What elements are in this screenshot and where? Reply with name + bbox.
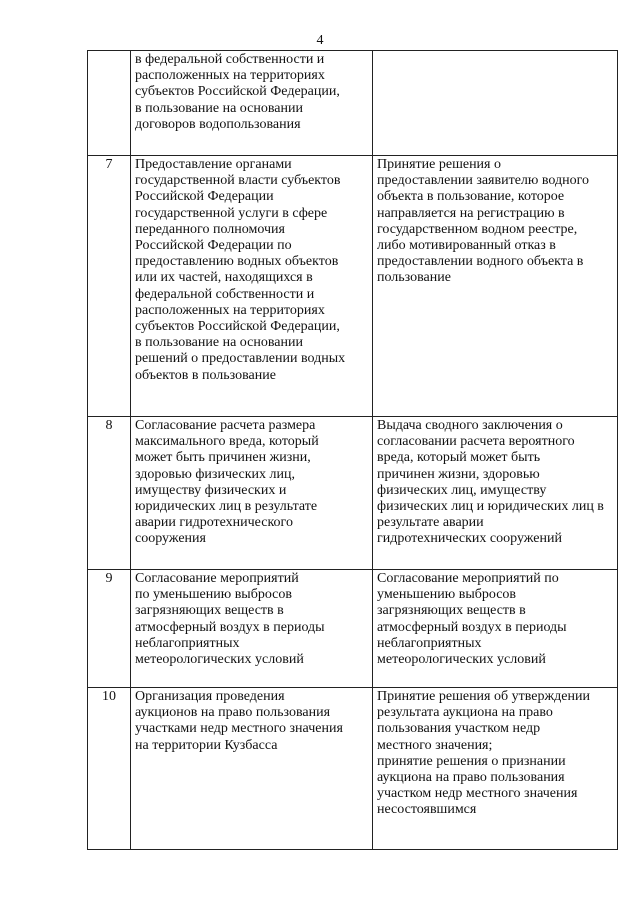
service-result-line: государственном водном реестре, bbox=[377, 221, 578, 237]
row-number: 9 bbox=[88, 570, 131, 688]
row-number: 10 bbox=[88, 688, 131, 850]
service-name-line: участками недр местного значения bbox=[135, 721, 343, 737]
service-name-cell bbox=[131, 156, 373, 417]
service-result-line: физических лиц, имуществу bbox=[377, 482, 547, 498]
service-name-line: аукционов на право пользования bbox=[135, 705, 331, 721]
service-result-cell bbox=[373, 417, 618, 570]
service-name-line: в пользование на основании bbox=[135, 100, 303, 116]
service-result-line: Согласование мероприятий по bbox=[377, 571, 559, 586]
service-name-line: может быть причинен жизни, bbox=[135, 450, 311, 466]
service-result-line: загрязняющих веществ в bbox=[377, 603, 526, 619]
service-result-line: пользование bbox=[377, 270, 451, 286]
service-name-line: атмосферный воздух в периоды bbox=[135, 619, 325, 635]
service-name-cell bbox=[131, 417, 373, 570]
service-result-line: результате аварии bbox=[377, 515, 484, 531]
table-row bbox=[88, 156, 618, 417]
service-name-line: или их частей, находящихся в bbox=[135, 270, 313, 286]
service-result-line: метеорологических условий bbox=[377, 652, 546, 668]
service-name-line: Согласование мероприятий bbox=[135, 571, 299, 586]
service-name-line: здоровью физических лиц, bbox=[135, 466, 296, 482]
service-name-cell bbox=[131, 570, 373, 688]
service-result-cell bbox=[373, 688, 618, 850]
service-name-line: государственной власти субъектов bbox=[135, 173, 341, 189]
table-row bbox=[88, 688, 618, 850]
service-result-cell bbox=[373, 156, 618, 417]
service-name-line: аварии гидротехнического bbox=[135, 515, 293, 531]
service-result-line: местного значения; bbox=[377, 737, 493, 753]
service-result-cell bbox=[373, 51, 618, 156]
table-row bbox=[88, 51, 618, 156]
service-result-line: вреда, который может быть bbox=[377, 450, 541, 466]
service-name-line: Организация проведения bbox=[135, 689, 285, 704]
service-result-line: неблагоприятных bbox=[377, 635, 482, 651]
service-result-line: аукциона на право пользования bbox=[377, 770, 565, 786]
page-number: 4 bbox=[316, 33, 324, 48]
service-name-line: неблагоприятных bbox=[135, 635, 240, 651]
services-table-body bbox=[88, 51, 618, 850]
service-name-line: на территории Кузбасса bbox=[135, 737, 278, 753]
service-name-line: договоров водопользования bbox=[135, 116, 301, 132]
service-result-line: пользования участком недр bbox=[377, 721, 541, 737]
service-name-line: субъектов Российской Федерации, bbox=[135, 84, 340, 100]
service-result-line: либо мотивированный отказ в bbox=[377, 238, 556, 254]
service-name-line: предоставлению водных объектов bbox=[135, 254, 339, 270]
service-result-line: гидротехнических сооружений bbox=[377, 531, 562, 547]
row-number: 8 bbox=[88, 417, 131, 570]
service-name-line: федеральной собственности и bbox=[135, 286, 315, 302]
service-result-line: Выдача сводного заключения о bbox=[377, 418, 563, 433]
service-name-line: загрязняющих веществ в bbox=[135, 603, 284, 619]
service-result-line: результата аукциона на право bbox=[377, 705, 553, 721]
table-row bbox=[88, 417, 618, 570]
services-table bbox=[87, 50, 618, 850]
service-name-line: расположенных на территориях bbox=[135, 68, 325, 84]
service-result-line: принятие решения о признании bbox=[377, 753, 566, 769]
service-name-cell bbox=[131, 51, 373, 156]
service-name-line: максимального вреда, который bbox=[135, 434, 319, 450]
service-result-line: несостоявшимся bbox=[377, 802, 477, 818]
service-result-line: направляется на регистрацию в bbox=[377, 205, 565, 221]
service-name-line: Предоставление органами bbox=[135, 157, 292, 172]
service-name-line: расположенных на территориях bbox=[135, 302, 325, 318]
service-name-line: сооружения bbox=[135, 531, 206, 547]
service-result-line: Принятие решения об утверждении bbox=[377, 689, 590, 704]
service-name-line: Согласование расчета размера bbox=[135, 418, 316, 433]
service-name-line: субъектов Российской Федерации, bbox=[135, 319, 340, 335]
service-result-line: атмосферный воздух в периоды bbox=[377, 619, 567, 635]
service-result-line: предоставлении заявителю водного bbox=[377, 173, 589, 189]
service-result-line: физических лиц и юридических лиц в bbox=[377, 499, 604, 515]
service-name-line: имуществу физических и bbox=[135, 482, 287, 498]
service-name-line: Российской Федерации bbox=[135, 189, 274, 205]
service-name-line: в федеральной собственности и bbox=[135, 52, 325, 67]
service-result-line: объекта в пользование, которое bbox=[377, 189, 565, 205]
service-result-line: уменьшению выбросов bbox=[377, 587, 517, 603]
service-result-line: причинен жизни, здоровью bbox=[377, 466, 540, 482]
service-name-line: метеорологических условий bbox=[135, 652, 304, 668]
row-number: 7 bbox=[88, 156, 131, 417]
service-name-cell bbox=[131, 688, 373, 850]
service-name-line: объектов в пользование bbox=[135, 367, 276, 383]
service-result-line: предоставлении водного объекта в bbox=[377, 254, 584, 270]
service-name-line: переданного полномочия bbox=[135, 221, 285, 237]
service-name-line: государственной услуги в сфере bbox=[135, 205, 328, 221]
service-name-line: по уменьшению выбросов bbox=[135, 587, 293, 603]
service-result-cell bbox=[373, 570, 618, 688]
row-number bbox=[88, 51, 131, 156]
table-row bbox=[88, 570, 618, 688]
service-name-line: решений о предоставлении водных bbox=[135, 351, 346, 367]
service-result-line: согласовании расчета вероятного bbox=[377, 434, 575, 450]
service-result-line: Принятие решения о bbox=[377, 157, 501, 172]
service-result-line: участком недр местного значения bbox=[377, 786, 578, 802]
service-name-line: юридических лиц в результате bbox=[135, 499, 318, 515]
service-name-line: в пользование на основании bbox=[135, 335, 303, 351]
service-name-line: Российской Федерации по bbox=[135, 238, 292, 254]
